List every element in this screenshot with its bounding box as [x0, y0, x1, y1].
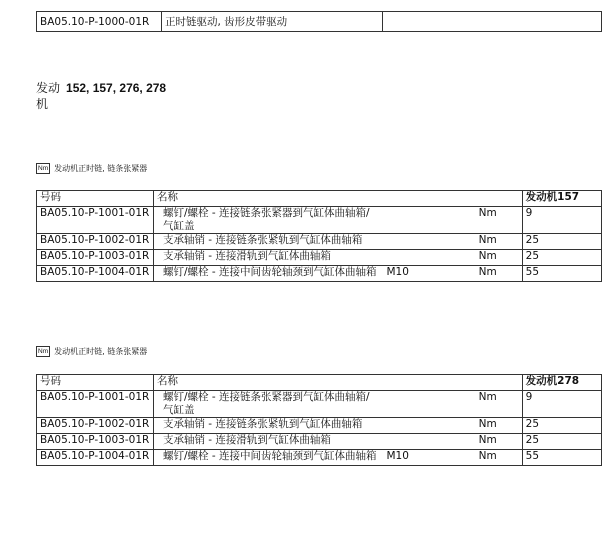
- heading-models: 152, 157, 276, 278: [66, 81, 167, 95]
- row-value: 25: [522, 250, 601, 266]
- torque-table-157: [36, 190, 602, 282]
- reference-title: 正时链驱动, 齿形皮带驱动: [162, 12, 383, 32]
- row-name: 支承轴销 - 连接滑轨到气缸体曲轴箱: [162, 250, 331, 262]
- row-code[interactable]: BA05.10-P-1001-01R: [37, 391, 154, 418]
- row-code[interactable]: BA05.10-P-1004-01R: [37, 266, 154, 282]
- table-row: [37, 434, 602, 450]
- header-name: 名称: [153, 191, 522, 207]
- row-unit: Nm: [478, 418, 497, 430]
- row-name-cell: [153, 250, 522, 266]
- header-engine: 发动机278: [522, 375, 601, 391]
- row-value: 9: [522, 207, 601, 234]
- row-name-cell: [153, 266, 522, 282]
- row-unit: Nm: [478, 207, 497, 219]
- row-unit: Nm: [478, 391, 497, 403]
- row-name: 支承轴销 - 连接链条张紧轨到气缸体曲轴箱: [162, 234, 363, 246]
- row-code[interactable]: BA05.10-P-1004-01R: [37, 450, 154, 466]
- section-title-278: [36, 346, 147, 357]
- header-code: 号码: [37, 375, 154, 391]
- row-name-cell: [153, 434, 522, 450]
- nm-icon: Nm: [38, 165, 49, 172]
- section-title-157: [36, 163, 147, 174]
- row-name-cell: [153, 207, 522, 234]
- row-name-cell: [153, 450, 522, 466]
- table-row: [37, 418, 602, 434]
- row-name-cell: [153, 391, 522, 418]
- torque-table-278: [36, 374, 602, 466]
- row-value: 25: [522, 418, 601, 434]
- reference-empty-cell: [383, 12, 602, 32]
- table-row: [37, 450, 602, 466]
- row-code[interactable]: BA05.10-P-1002-01R: [37, 234, 154, 250]
- table-row: [37, 391, 602, 418]
- row-unit: Nm: [478, 450, 497, 462]
- row-name-cell: [153, 234, 522, 250]
- header-engine: 发动机157: [522, 191, 601, 207]
- row-unit: Nm: [478, 266, 497, 278]
- table-header-row: [37, 375, 602, 391]
- table-header-row: [37, 191, 602, 207]
- header-name: 名称: [153, 375, 522, 391]
- table-row: [37, 250, 602, 266]
- table-row: [37, 207, 602, 234]
- engine-heading: [36, 80, 166, 112]
- header-code: 号码: [37, 191, 154, 207]
- row-unit: Nm: [478, 250, 497, 262]
- table-row: [37, 266, 602, 282]
- row-value: 9: [522, 391, 601, 418]
- row-name-cell: [153, 418, 522, 434]
- section-title-text: 发动机正时链, 链条张紧器: [54, 164, 148, 173]
- section-title-text: 发动机正时链, 链条张紧器: [54, 347, 148, 356]
- row-unit: Nm: [478, 434, 497, 446]
- nm-icon: Nm: [38, 348, 49, 355]
- row-code[interactable]: BA05.10-P-1003-01R: [37, 434, 154, 450]
- row-value: 25: [522, 434, 601, 450]
- row-value: 55: [522, 266, 601, 282]
- row-value: 55: [522, 450, 601, 466]
- row-name: 支承轴销 - 连接滑轨到气缸体曲轴箱: [162, 434, 331, 446]
- reference-table: [36, 11, 602, 32]
- row-value: 25: [522, 234, 601, 250]
- reference-code[interactable]: BA05.10-P-1000-01R: [37, 12, 162, 32]
- row-name: 螺钉/螺栓 - 连接链条张紧器到气缸体曲轴箱/ 气缸盖: [162, 391, 370, 416]
- row-unit: Nm: [478, 234, 497, 246]
- row-name: 螺钉/螺栓 - 连接中间齿轮轴颈到气缸体曲轴箱 M10: [162, 266, 409, 278]
- row-code[interactable]: BA05.10-P-1003-01R: [37, 250, 154, 266]
- row-name: 螺钉/螺栓 - 连接链条张紧器到气缸体曲轴箱/ 气缸盖: [162, 207, 370, 232]
- row-name: 支承轴销 - 连接链条张紧轨到气缸体曲轴箱: [162, 418, 363, 430]
- heading-label: 发动 机: [36, 81, 61, 111]
- reference-row: [37, 12, 602, 32]
- row-code[interactable]: BA05.10-P-1002-01R: [37, 418, 154, 434]
- table-row: [37, 234, 602, 250]
- row-name: 螺钉/螺栓 - 连接中间齿轮轴颈到气缸体曲轴箱 M10: [162, 450, 409, 462]
- row-code[interactable]: BA05.10-P-1001-01R: [37, 207, 154, 234]
